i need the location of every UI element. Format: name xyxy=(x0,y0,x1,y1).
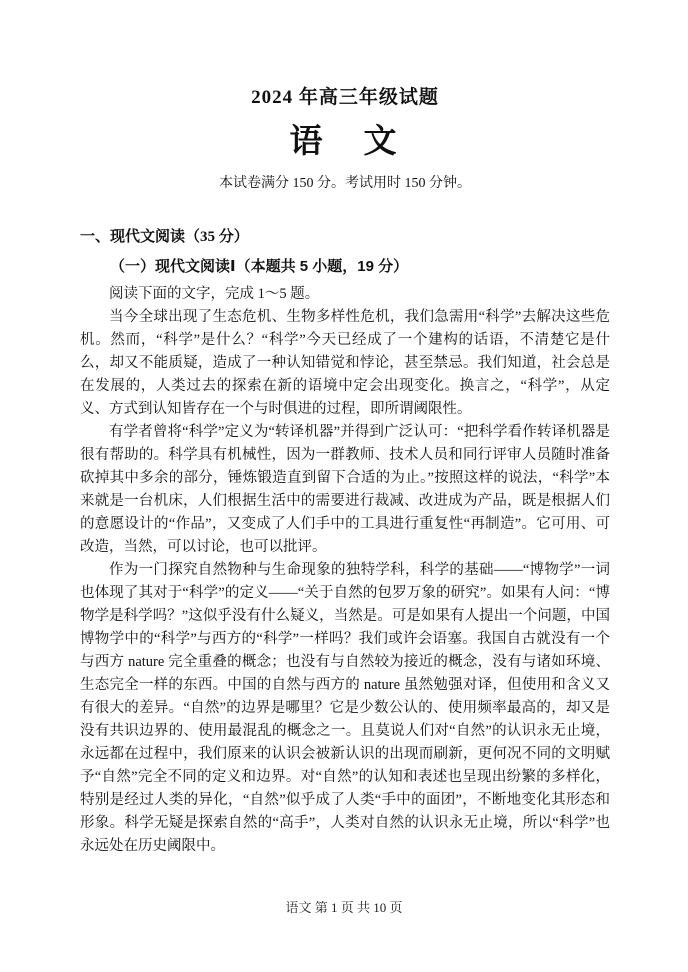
section-1-heading: 一、现代文阅读（35 分） xyxy=(80,229,249,245)
page-footer: 语文 第 1 页 共 10 页 xyxy=(285,900,403,915)
passage-paragraph-3: 作为一门探究自然物种与生命现象的独特学科，科学的基础——“博物学”一词也体现了其对于“科学”的定义——“关于自然的包罗万象的研究”。如果有人问：“博物学是科学吗？”这似乎没有什么疑义，当然是。可是如果有人提出一个问题，中国博物学中的“科学”与西方的“科学”一样吗？我们或许会语塞。我国自古就没有一个与西方 nature 完全重叠的概念；也没有与自然较为接近的概念，没有与诸如环境、生态完全一样的东西。中国的自然与西方的 nature 虽然勉强对译，但使用和含义又有很大的差异。“自然”的边界是哪里？它是少数公认的、使用频率最高的，却又是没有共识边界的、使用最混乱的概念之一。且莫说人们对“自然”的认识永无止境，永远都在过程中，我们原来的认识会被新认识的出现而刷新，更何况不同的文明赋予“自然”完全不同的定义和边界。对“自然”的认知和表述也呈现出纷繁的多样化，特别是经过人类的异化，“自然”似乎成了人类“手中的面团”，不断地变化其形态和形象。科学无疑是探索自然的“高手”，人类对自然的认识永无止境，所以“科学”也永远处在历史阈限中。 xyxy=(80,562,610,854)
passage-paragraph-2: 有学者曾将“科学”定义为“转译机器”并得到广泛认可：“把科学看作转译机器是很有帮助的。科学具有机械性，因为一群教师、技术人员和同行评审人员随时准备砍掉其中多余的部分，锤炼锻造直到留下合适的为止。”按照这样的说法，“科学”本来就是一台机床，人们根据生活中的需要进行裁减、改进成为产品，既是根据人们的意愿设计的“作品”，又变成了人们手中的工具进行重复性“再制造”。它可用、可改造，当然，可以讨论，也可以批评。 xyxy=(80,424,610,555)
subsection-1-heading: （一）现代文阅读Ⅰ（本题共 5 小题，19 分） xyxy=(110,258,409,275)
reading-instruction: 阅读下面的文字，完成 1～5 题。 xyxy=(109,286,320,302)
exam-note: 本试卷满分 150 分。考试用时 150 分钟。 xyxy=(219,176,471,191)
passage-paragraph-1: 当今全球出现了生态危机、生物多样性危机，我们急需用“科学”去解决这些危机。然而，“科学”是什么？“科学”今天已经成了一个建构的话语，不清楚它是什么，却又不能质疑，造成了一种认知错觉和悖论，甚至禁忌。我们知道，社会总是在发展的，人类过去的探索在新的语境中定会出现变化。换言之，“科学”，从定义、方式到认知皆存在一个与时俱进的过程，即所谓阈限性。 xyxy=(80,309,610,417)
reading-passage xyxy=(80,306,610,858)
subject-title: 语 文 xyxy=(289,124,401,160)
exam-title: 2024 年高三年级试题 xyxy=(251,87,439,108)
